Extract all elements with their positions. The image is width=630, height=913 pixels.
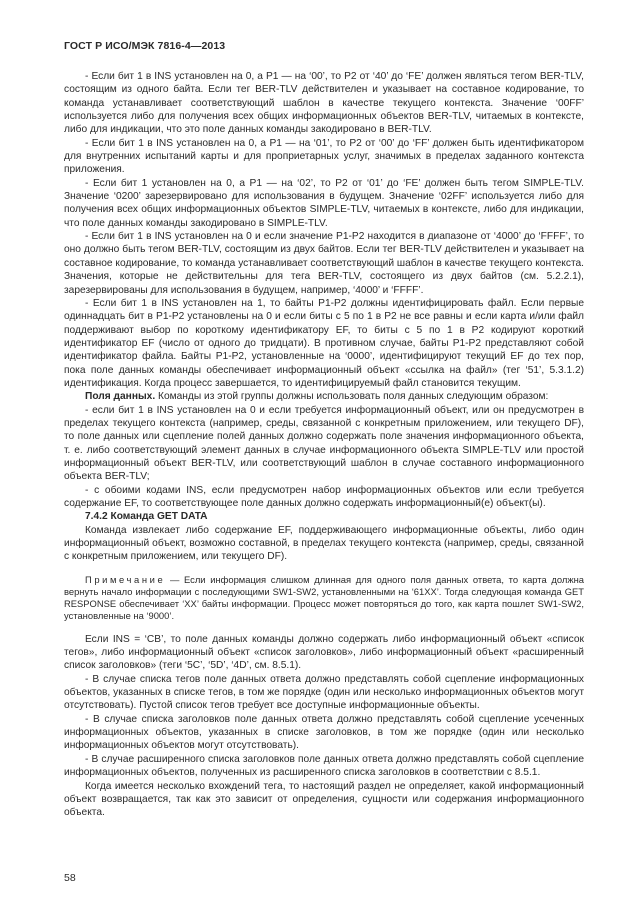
paragraph-multiple-tags: Когда имеется несколько вхождений тега, то настоящий раздел не определяет, какой информационный объект возвращается, так как это зависит от определения, сущности или содержания информационного объекта. (64, 780, 584, 819)
paragraph-tag-list: - В случае списка тегов поле данных ответа должно представлять собой сцепление информационных объектов, указанных в списке тегов, в том же порядке (один или несколько информационных объектов могут отсутствовать). Пустой список тегов требует все доступные информационные объекты. (64, 673, 584, 712)
document-page (64, 40, 584, 820)
paragraph-data-field-bit0: - если бит 1 в INS установлен на 0 и если требуется информационный объект, или он предусмотрен в пределах текущего контекста (например, среды, связанной с конкретным приложением, или текущего DF), то поле данных или сцепление полей данных должно содержать поле значения информационного объекта, т. е. либо соответствующий элемент данных в случае информационного объекта SIMPLE-TLV или простой информационный объект BER-TLV, или соответствующий шаблон в случае составного информационного объекта BER-TLV; (64, 404, 584, 483)
data-fields-text: Команды из этой группы должны использовать поля данных следующим образом: (155, 391, 549, 403)
note-text: — Если информация слишком длинная для одного поля данных ответа, то карта должна вернуть начало информации с последующими SW1-SW2, установленными на ‘61XX’. Тогда следующая команда GET RESPONSE обеспечивает ‘XX’ байты информации. Процесс может повторяться до того, как карта пошлет SW1-SW2, установленные на ‘9000’. (64, 573, 584, 621)
paragraph-extended-header-list: - В случае расширенного списка заголовков поле данных ответа должно представлять собой сцепление информационных объектов, полученных из расширенного списка заголовков в соответствии с 8.5.1. (64, 753, 584, 779)
paragraph-header-list: - В случае списка заголовков поле данных ответа должно представлять собой сцепление усеченных информационных объектов, указанных в списке заголовков, в том же порядке (один или несколько информационных объектов могут отсутствовать). (64, 713, 584, 752)
data-fields-heading: Поля данных. (85, 391, 156, 403)
document-header: ГОСТ Р ИСО/МЭК 7816-4—2013 (64, 40, 226, 52)
paragraph-p1-01: - Если бит 1 в INS установлен на 0, а P1 — на ‘01’, то P2 от ‘00’ до ‘FF’ должен быть идентификатором для внутренних испытаний карты и для проприетарных услуг, значимых в пределах заданного контекста приложения. (64, 137, 584, 176)
note-paragraph (64, 574, 584, 622)
paragraph-data-field-both: - с обоими кодами INS, если предусмотрен набор информационных объектов или если требуется содержание EF, то соответствующее поле данных должно содержать информационный(е) объект(ы). (64, 484, 584, 509)
paragraph-ins-cb: Если INS = ‘CB’, то поле данных команды должно содержать либо информационный объект «список тегов», либо информационный объект «список заголовков», либо информационный объект «расширенный список заголовков» (теги ‘5C’, ‘5D’, ‘4D’, см. 8.5.1). (64, 633, 584, 672)
section-intro: Команда извлекает либо содержание EF, поддерживающего информационные объекты, либо один информационный объект, возможно составной, в пределах текущего контекста (например, среды, связанной с конкретным приложением, или текущего DF). (64, 524, 584, 563)
paragraph-data-fields (64, 390, 584, 403)
paragraph-p1-02: - Если бит 1 установлен на 0, а P1 — на ‘02’, то P2 от ‘01’ до ‘FE’ должен быть тегом SIMPLE-TLV. Значение ‘0200’ зарезервировано для использования в будущем. Значение ‘02FF’ используется либо для получения всех общих информационных объектов SIMPLE-TLV, читаемых в контексте, либо для индикации, что поле данных команды закодировано в SIMPLE-TLV. (64, 177, 584, 229)
paragraph-p2-40-fe: - Если бит 1 в INS установлен на 0, а P1 — на ‘00’, то P2 от ‘40’ до ‘FE’ должен являться тегом BER-TLV, состоящим из одного байта. Если тег BER-TLV действителен и указывает на составное кодирование, то команда устанавливает соответствующий шаблон в качестве текущего контекста. Значение ‘00FF’ используется либо для получения всех общих информационных объектов BER-TLV, читаемых в контексте, либо для индикации, что это поле данных команды закодировано в BER-TLV. (64, 71, 584, 136)
paragraph-ins-bit1-set: - Если бит 1 в INS установлен на 1, то байты P1-P2 должны идентифицировать файл. Если первые одиннадцать бит в P1-P2 установлены на 0 и если биты с 5 по 1 в P2 не все равны и если карта и/или файл поддерживают выбор по короткому идентификатору EF, то биты с 5 по 1 в P2 кодируют короткий идентификатор EF (число от одного до тридцати). В противном случае, байты P1-P2 представляют собой идентификатор файла. Байты P1-P2, установленные на ‘0000’, идентифицируют текущий EF до тех пор, пока поле данных команды обеспечивает информационный объект «ссылка на файл» (тег ‘51’, 5.3.1.2) идентификация. Когда процесс завершается, то идентифицируемый файл становится текущим. (64, 297, 584, 389)
note-label: Примечание (85, 573, 166, 585)
section-heading: 7.4.2 Команда GET DATA (85, 511, 208, 523)
paragraph-p1p2-range: - Если бит 1 в INS установлен на 0 и если значение P1-P2 находится в диапазоне от ‘4000’ до ‘FFFF’, то оно должно быть тегом BER-TLV, состоящим из двух байтов. Если тег BER-TLV действителен и указывает на составное кодирование, то команда устанавливает соответствующий шаблон в качестве текущего контекста. Значения, которые не действительны для тега BER-TLV, состоящего из двух байтов (см. 5.2.2.1), зарезервированы для использования в будущем, например, ‘4000’ и ‘FFFF’. (64, 231, 584, 296)
page-number: 58 (64, 872, 76, 884)
